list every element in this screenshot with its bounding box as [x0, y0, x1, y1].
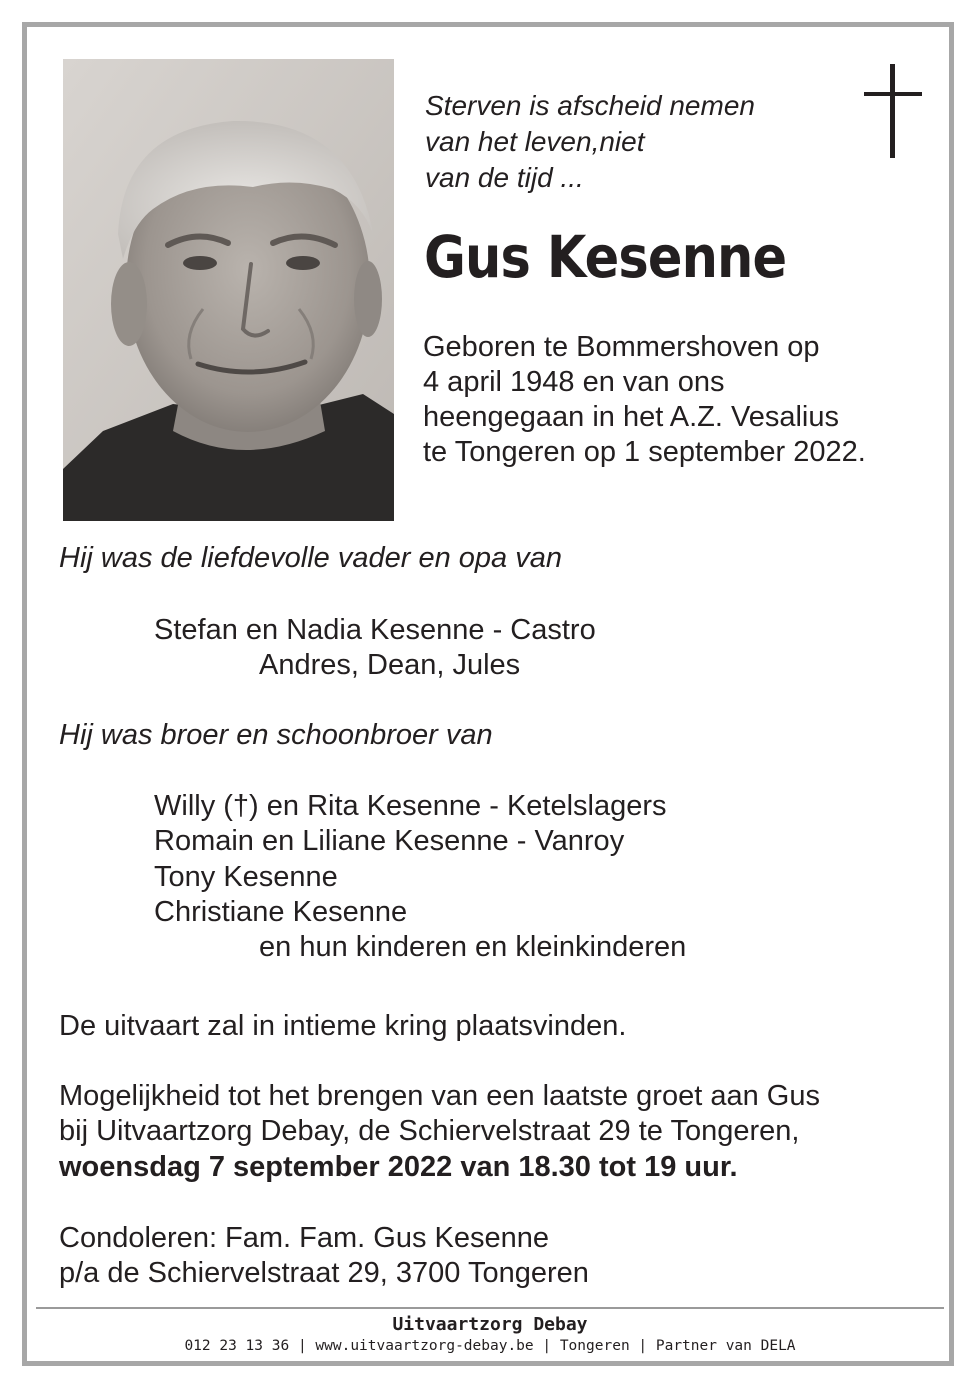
motto — [425, 88, 845, 196]
condolences-line: Condoleren: Fam. Fam. Gus Kesenne — [59, 1222, 550, 1254]
deceased-name: Gus Kesenne — [424, 223, 787, 291]
footer-contact-info: 012 23 13 36 | www.uitvaartzorg-debay.be | Tongeren | Partner van DELA — [184, 1338, 796, 1354]
siblings-intro: Hij was broer en schoonbroer van — [59, 719, 493, 751]
sibling-line: Willy (†) en Rita Kesenne - Ketelslagers — [154, 790, 667, 822]
condolences-address: p/a de Schiervelstraat 29, 3700 Tongeren — [59, 1257, 589, 1289]
birth-line: Geboren te Bommershoven op — [423, 331, 820, 363]
footer-divider — [36, 1307, 944, 1309]
portrait-photo — [63, 59, 394, 521]
children-intro: Hij was de liefdevolle vader en opa van — [59, 542, 562, 574]
birth-line: 4 april 1948 en van ons — [423, 366, 725, 398]
sibling-line: Romain en Liliane Kesenne - Vanroy — [154, 825, 625, 857]
sibling-descendants-line: en hun kinderen en kleinkinderen — [259, 931, 687, 963]
visit-line: Mogelijkheid tot het brengen van een laatste groet aan Gus — [59, 1080, 820, 1112]
motto-line: van de tijd ... — [425, 162, 584, 193]
birth-line: te Tongeren op 1 september 2022. — [423, 436, 866, 468]
visit-datetime: woensdag 7 september 2022 van 18.30 tot 19 uur. — [59, 1151, 738, 1183]
cross-icon — [864, 64, 922, 158]
funeral-text: De uitvaart zal in intieme kring plaatsvinden. — [59, 1010, 627, 1042]
sibling-line: Tony Kesenne — [154, 861, 338, 893]
birth-line: heengegaan in het A.Z. Vesalius — [423, 401, 839, 433]
portrait-illustration — [63, 59, 394, 521]
footer-company: Uitvaartzorg Debay — [392, 1314, 588, 1335]
sibling-line: Christiane Kesenne — [154, 896, 408, 928]
motto-line: Sterven is afscheid nemen — [425, 90, 755, 121]
children-line: Stefan en Nadia Kesenne - Castro — [154, 614, 596, 646]
grandchildren-line: Andres, Dean, Jules — [259, 649, 521, 681]
birth-details — [423, 330, 943, 470]
motto-line: van het leven,niet — [425, 126, 645, 157]
visit-line: bij Uitvaartzorg Debay, de Schiervelstraat 29 te Tongeren, — [59, 1115, 800, 1147]
